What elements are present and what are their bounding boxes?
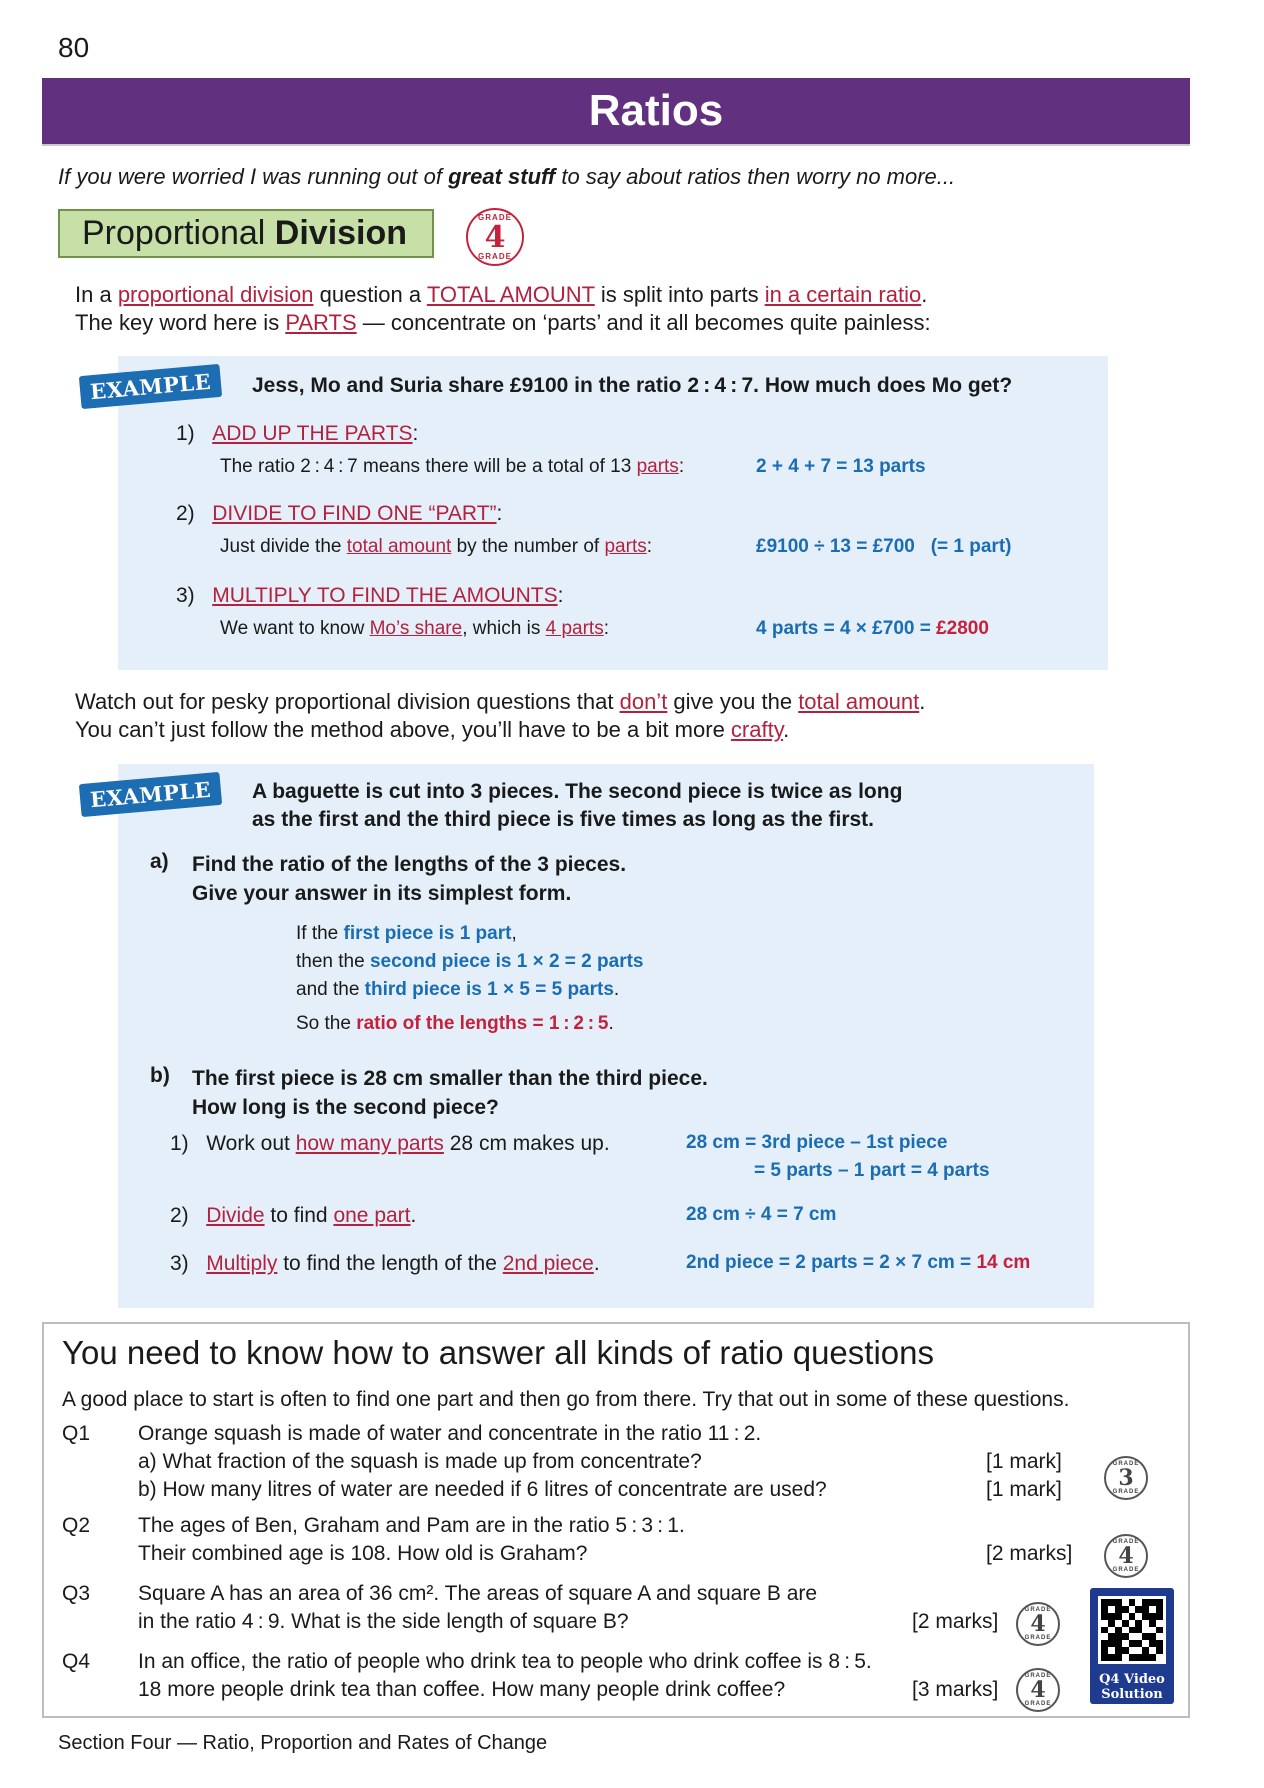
working-line — [296, 1010, 644, 1038]
grade-4-icon — [1016, 1668, 1060, 1712]
key-term: Divide — [206, 1204, 265, 1227]
part-b-question — [192, 1064, 708, 1122]
working-line — [296, 976, 644, 1004]
work-text: 4 parts = 4 × £700 = — [756, 618, 937, 639]
question-marks: [2 marks] — [912, 1610, 999, 1633]
question-text — [138, 1512, 685, 1568]
example1-step2-desc — [220, 536, 652, 558]
text: . — [613, 979, 620, 1000]
work-text: 2nd piece = 2 parts = 2 × 7 cm = — [686, 1252, 977, 1273]
question-text — [138, 1648, 872, 1704]
step-heading: DIVIDE TO FIND ONE “PART” — [212, 502, 497, 525]
qr-code-icon — [1098, 1596, 1166, 1664]
text: then the — [296, 951, 370, 972]
key-term: one part — [333, 1204, 411, 1227]
question-line: How long is the second piece? — [192, 1096, 499, 1119]
text: and the — [296, 979, 365, 1000]
video-solution-qr[interactable] — [1090, 1588, 1174, 1704]
text: — concentrate on ‘parts’ and it all becomes quite painless: — [356, 310, 931, 335]
section-heading-bold: Division — [274, 214, 408, 252]
page-title-bar — [42, 78, 1190, 146]
key-term: Multiply — [206, 1252, 278, 1275]
text: : — [603, 618, 609, 639]
text: We want to know — [220, 618, 370, 639]
question-line: Square A has an area of 36 cm². The areas of square A and square B are — [138, 1582, 818, 1605]
text: In a — [75, 282, 118, 307]
part-b-step3 — [170, 1252, 600, 1276]
step-number: 2) — [176, 502, 195, 525]
text: . — [593, 1252, 600, 1275]
example2-tag: EXAMPLE — [79, 772, 222, 817]
question-line: as the first and the third piece is five times as long as the first. — [252, 808, 875, 831]
example1-step2-heading — [176, 502, 502, 526]
key-term: how many parts — [295, 1132, 444, 1155]
marks: [1 mark] — [986, 1450, 1062, 1473]
text: , which is — [462, 618, 546, 639]
question-line: 18 more people drink tea than coffee. How many people drink coffee? — [138, 1678, 786, 1701]
text: Watch out for pesky proportional division questions that — [75, 689, 620, 714]
grade-label: GRADE — [1024, 1701, 1052, 1707]
section-heading-normal: Proportional — [82, 214, 275, 252]
question-marks: [2 marks] — [986, 1542, 1073, 1565]
question-line: a) What fraction of the squash is made up from concentrate? — [138, 1450, 702, 1473]
question-number: Q3 — [62, 1582, 91, 1605]
key-term: total amount — [798, 689, 920, 714]
grade-label: GRADE — [1112, 1567, 1140, 1573]
example1-step3-desc — [220, 618, 609, 640]
question-marks — [986, 1448, 1062, 1504]
video-label-line: Q4 Video — [1099, 1672, 1165, 1687]
question-text — [138, 1420, 827, 1504]
example1-step1-heading — [176, 422, 418, 446]
text: 28 cm makes up. — [443, 1132, 610, 1155]
working-value: second piece is 1 × 2 = 2 parts — [369, 951, 644, 972]
grade-number: 4 — [1118, 1543, 1134, 1569]
grade-number: 4 — [1030, 1611, 1046, 1637]
key-term: parts — [636, 456, 679, 477]
text: The key word here is — [75, 310, 286, 335]
part-b-step1-work1: 28 cm = 3rd piece – 1st piece — [686, 1132, 948, 1153]
part-b-step2-work: 28 cm ÷ 4 = 7 cm — [686, 1204, 837, 1225]
marks: [1 mark] — [986, 1478, 1062, 1501]
intro-bold: great stuff — [448, 164, 556, 189]
example1-step3-work — [756, 618, 989, 640]
question-line: In an office, the ratio of people who drink tea to people who drink coffee is 8 : 5. — [138, 1650, 872, 1673]
text: So the — [296, 1013, 357, 1034]
grade-label: GRADE — [478, 252, 512, 261]
text: , — [511, 923, 517, 944]
part-b-step1-work2: = 5 parts – 1 part = 4 parts — [754, 1160, 990, 1181]
grade-3-icon — [1104, 1456, 1148, 1500]
key-term: PARTS — [285, 310, 357, 335]
grade-label: GRADE — [478, 213, 512, 222]
question-marks: [3 marks] — [912, 1678, 999, 1701]
example1-tag: EXAMPLE — [79, 364, 222, 409]
grade-number: 3 — [1118, 1465, 1134, 1491]
question-line: Give your answer in its simplest form. — [192, 882, 572, 905]
grade-label: GRADE — [1112, 1539, 1140, 1545]
question-line: The ages of Ben, Graham and Pam are in the ratio 5 : 3 : 1. — [138, 1514, 685, 1537]
key-term: proportional division — [117, 282, 314, 307]
working-line — [296, 920, 644, 948]
example2-question — [252, 778, 902, 834]
text: . — [921, 282, 928, 307]
text: : — [646, 536, 653, 557]
text: . — [919, 689, 926, 714]
question-line: in the ratio 4 : 9. What is the side length of square B? — [138, 1610, 629, 1633]
question-line: Orange squash is made of water and concentrate in the ratio 11 : 2. — [138, 1422, 762, 1445]
intro-part: to say about ratios then worry no more... — [555, 164, 956, 189]
section2-text — [75, 688, 925, 744]
part-a-label: a) — [150, 850, 169, 873]
grade-label: GRADE — [1024, 1673, 1052, 1679]
text: by the number of — [451, 536, 605, 557]
text: : — [496, 502, 503, 525]
question-line: b) How many litres of water are needed if 6 litres of concentrate are used? — [138, 1478, 827, 1501]
section-heading — [58, 209, 434, 258]
grade-label: GRADE — [1024, 1635, 1052, 1641]
example1-question: Jess, Mo and Suria share £9100 in the ratio 2 : 4 : 7. How much does Mo get? — [252, 374, 1013, 397]
part-a-working — [296, 920, 644, 1038]
text: question a — [313, 282, 427, 307]
step-number: 2) — [170, 1204, 189, 1227]
text: : — [412, 422, 419, 445]
text: The ratio 2 : 4 : 7 means there will be a total of 13 — [220, 456, 637, 477]
grade-label: GRADE — [1112, 1461, 1140, 1467]
text: Work out — [206, 1132, 296, 1155]
practice-questions-intro: A good place to start is often to find one part and then go from there. Try that out in some of these questions. — [62, 1388, 1070, 1411]
question-text — [138, 1580, 817, 1636]
working-value: third piece is 1 × 5 = 5 parts — [364, 979, 614, 1000]
grade-4-icon — [466, 208, 524, 266]
step-number: 3) — [170, 1252, 189, 1275]
text: . — [783, 717, 790, 742]
key-term: don’t — [619, 689, 668, 714]
question-number: Q1 — [62, 1422, 91, 1445]
text: . — [608, 1013, 614, 1034]
part-b-step1 — [170, 1132, 610, 1156]
grade-number: 4 — [1030, 1677, 1046, 1703]
text: If the — [296, 923, 344, 944]
question-line: A baguette is cut into 3 pieces. The second piece is twice as long — [252, 780, 903, 803]
step-number: 1) — [176, 422, 195, 445]
answer: £2800 — [936, 618, 989, 639]
grade-label: GRADE — [1024, 1607, 1052, 1613]
example1-step1-desc — [220, 456, 684, 478]
example1-step2-work: £9100 ÷ 13 = £700 (= 1 part) — [756, 536, 1012, 557]
question-line: Find the ratio of the lengths of the 3 pieces. — [192, 853, 627, 876]
step-number: 3) — [176, 584, 195, 607]
text: : — [557, 584, 564, 607]
text: give you the — [667, 689, 799, 714]
question-number: Q2 — [62, 1514, 91, 1537]
page-number: 80 — [58, 32, 90, 63]
intro-text — [58, 164, 955, 190]
working-value: first piece is 1 part — [343, 923, 512, 944]
step-heading: ADD UP THE PARTS — [212, 422, 413, 445]
section1-line2 — [75, 309, 931, 337]
step-heading: MULTIPLY TO FIND THE AMOUNTS — [212, 584, 558, 607]
key-term: 4 parts — [545, 618, 604, 639]
example1-step3-heading — [176, 584, 563, 608]
part-a-question — [192, 850, 626, 908]
intro-part: If you were worried I was running out of — [58, 164, 449, 189]
grade-4-icon — [1104, 1534, 1148, 1578]
text: is split into parts — [594, 282, 765, 307]
question-number: Q4 — [62, 1650, 91, 1673]
key-term: 2nd piece — [502, 1252, 594, 1275]
example1-step1-work: 2 + 4 + 7 = 13 parts — [756, 456, 926, 477]
answer: ratio of the lengths = 1 : 2 : 5 — [356, 1013, 609, 1034]
grade-4-icon — [1016, 1602, 1060, 1646]
page-footer: Section Four — Ratio, Proportion and Rates of Change — [58, 1732, 548, 1754]
section2-line2 — [75, 716, 925, 744]
grade-number: 4 — [484, 219, 506, 255]
video-solution-label — [1090, 1672, 1174, 1702]
step-number: 1) — [170, 1132, 189, 1155]
key-term: parts — [604, 536, 647, 557]
section2-line1 — [75, 688, 925, 716]
question-line: The first piece is 28 cm smaller than the third piece. — [192, 1067, 708, 1090]
key-term: TOTAL AMOUNT — [426, 282, 595, 307]
part-b-step2 — [170, 1204, 416, 1228]
text: : — [678, 456, 685, 477]
practice-questions-title: You need to know how to answer all kinds of ratio questions — [62, 1334, 934, 1371]
key-term: in a certain ratio — [764, 282, 922, 307]
key-term: Mo’s share — [369, 618, 463, 639]
section1-line1 — [75, 281, 931, 309]
text: to find the length of the — [277, 1252, 503, 1275]
answer: 14 cm — [976, 1252, 1031, 1273]
key-term: crafty — [730, 717, 784, 742]
part-b-step3-work — [686, 1252, 1030, 1274]
working-line — [296, 948, 644, 976]
part-b-label: b) — [150, 1064, 170, 1087]
text: . — [410, 1204, 417, 1227]
section1-text — [75, 281, 931, 337]
video-label-line: Solution — [1101, 1687, 1163, 1702]
question-line: Their combined age is 108. How old is Graham? — [138, 1542, 588, 1565]
text: Just divide the — [220, 536, 347, 557]
text: You can’t just follow the method above, you’ll have to be a bit more — [75, 717, 731, 742]
grade-label: GRADE — [1112, 1489, 1140, 1495]
text: to find — [264, 1204, 334, 1227]
key-term: total amount — [346, 536, 452, 557]
page-title: Ratios — [588, 86, 724, 135]
